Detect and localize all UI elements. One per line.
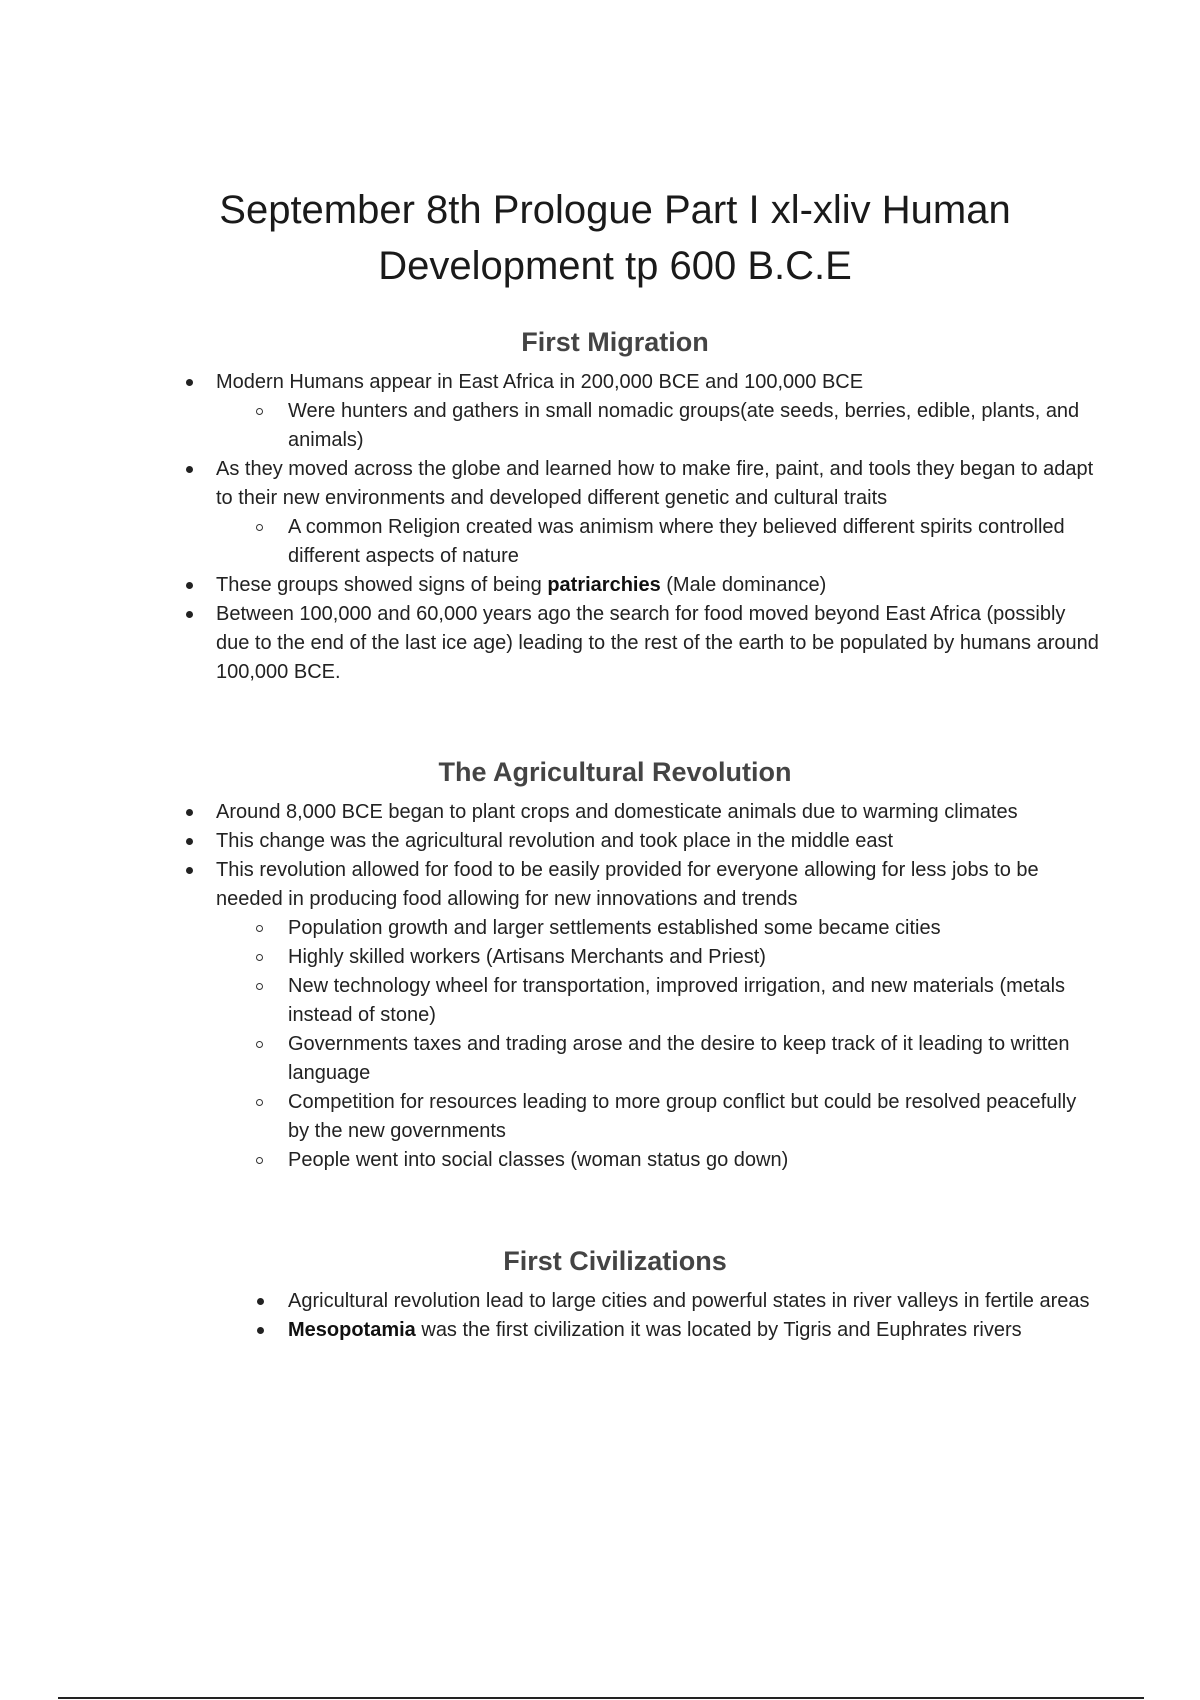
list-item: Around 8,000 BCE began to plant crops and domesticate animals due to warming climates: [182, 798, 1102, 827]
heading-first-civilizations: First Civilizations: [503, 1246, 727, 1276]
list-item: This revolution allowed for food to be easily provided for everyone allowing for less jobs to be needed in producing food allowing for new innovations and trends: [182, 856, 1102, 914]
list-item-text: These groups showed signs of being: [216, 574, 548, 596]
list-item-text: was the first civilization it was located by Tigris and Euphrates rivers: [415, 1319, 1022, 1341]
list-item: Agricultural revolution lead to large cities and powerful states in river valleys in fertile areas: [182, 1287, 1102, 1316]
list-item: As they moved across the globe and learned how to make fire, paint, and tools they began to adapt to their new environments and developed different genetic and cultural traits: [182, 455, 1102, 513]
list-item-sub: Population growth and larger settlements established some became cities: [182, 914, 1102, 943]
list-item-sub: New technology wheel for transportation, improved irrigation, and new materials (metals instead of stone): [182, 972, 1102, 1030]
term-patriarchies: patriarchies: [547, 574, 661, 596]
heading-agricultural-revolution: The Agricultural Revolution: [438, 757, 792, 787]
list-item: Between 100,000 and 60,000 years ago the search for food moved beyond East Africa (possibly due to the end of the last ice age) leading to the rest of the earth to be populated by humans around 100,000 BCE.: [182, 600, 1102, 687]
list-item-sub: People went into social classes (woman status go down): [182, 1146, 1102, 1175]
list-item-sub: A common Religion created was animism where they believed different spirits controlled different aspects of nature: [182, 513, 1102, 571]
list-first-migration: [182, 368, 1102, 687]
list-item-sub: Highly skilled workers (Artisans Merchants and Priest): [182, 943, 1102, 972]
page-bottom-rule: [58, 1697, 1144, 1699]
list-agricultural-revolution: [182, 798, 1102, 1175]
heading-first-migration: First Migration: [521, 327, 709, 357]
list-item-sub: Were hunters and gathers in small nomadic groups(ate seeds, berries, edible, plants, and animals): [182, 397, 1102, 455]
term-mesopotamia: Mesopotamia: [288, 1319, 416, 1341]
list-first-civilizations: [182, 1287, 1102, 1345]
list-item: Modern Humans appear in East Africa in 200,000 BCE and 100,000 BCE: [182, 368, 1102, 397]
list-item-sub: Competition for resources leading to more group conflict but could be resolved peacefully by the new governments: [182, 1088, 1102, 1146]
document-title-line-1: September 8th Prologue Part I xl-xliv Human: [219, 188, 1011, 232]
list-item: This change was the agricultural revolution and took place in the middle east: [182, 827, 1102, 856]
list-item-sub: Governments taxes and trading arose and the desire to keep track of it leading to written language: [182, 1030, 1102, 1088]
list-item: [182, 571, 1102, 600]
list-item-text: (Male dominance): [660, 574, 827, 596]
document-title: [150, 182, 1080, 294]
list-item: [182, 1316, 1102, 1345]
document-title-line-2: Development tp 600 B.C.E: [378, 244, 852, 288]
